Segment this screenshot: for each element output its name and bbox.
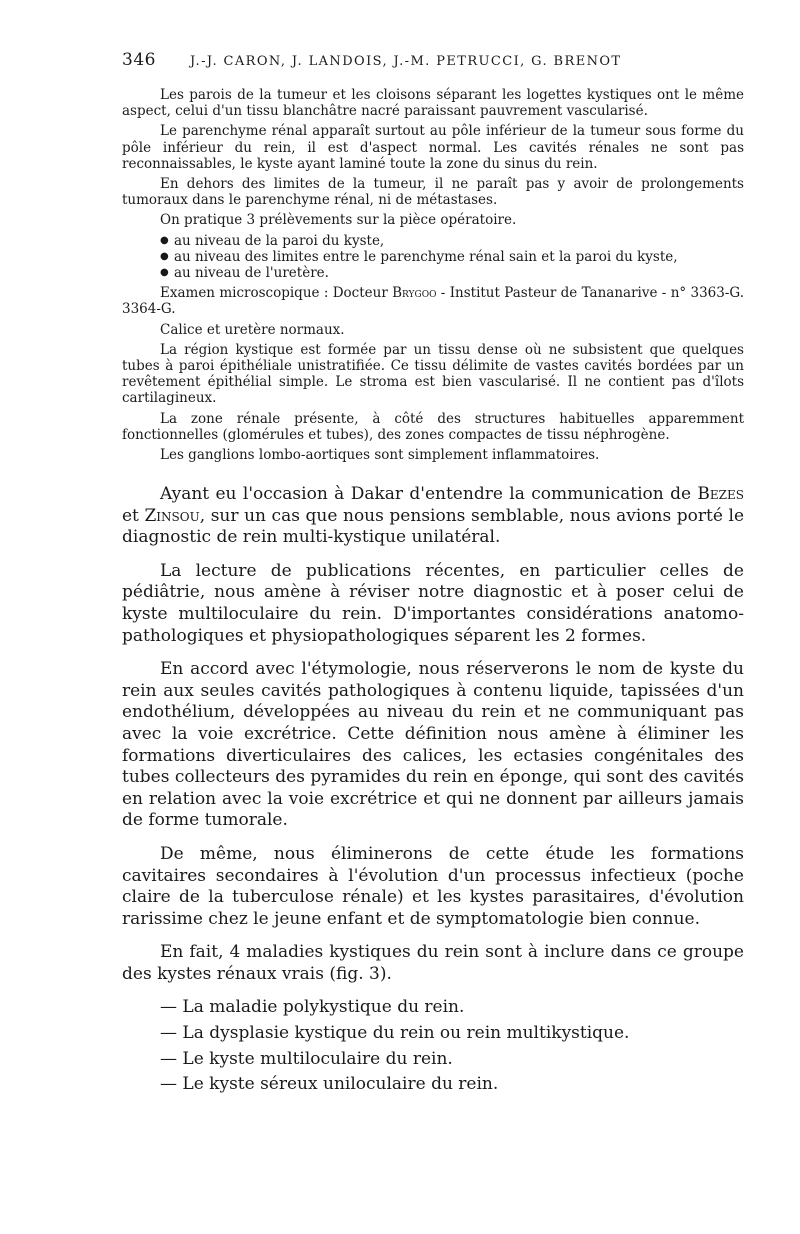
text-span: , sur un cas que nous pensions semblable, nous avions porté le diagnostic de rein multi-kystique unilatéral. <box>122 505 745 548</box>
paragraph-four-diseases: En fait, 4 maladies kystiques du rein sont à inclure dans ce groupe des kystes rénaux vrais (fig. 3). <box>122 942 744 984</box>
author-name-bezes: Bezes <box>697 484 744 504</box>
paragraph-walls: Les parois de la tumeur et les cloisons séparant les logettes kystiques ont le même aspect, celui d'un tissu blanchâtre nacré paraissant pauvrement vascularisé. <box>122 87 744 120</box>
running-head-authors: J.-J. CARON, J. LANDOIS, J.-M. PETRUCCI, G. BRENOT <box>189 54 622 69</box>
paragraph-samples: On pratique 3 prélèvements sur la pièce opératoire. <box>160 212 517 229</box>
text-span: et <box>122 505 145 526</box>
author-name-zinsou: Zinsou <box>144 505 200 526</box>
paragraph-parenchyma: Le parenchyme rénal apparaît surtout au pôle inférieur de la tumeur sous forme du pôle inférieur du rein, il est d'aspect normal. Les cavités rénales ne sont pas reconnaissables, le kyste ayant laminé toute la zone du sinus du rein. <box>122 123 744 172</box>
exam-suffix: - Institut Pasteur de Tananarive - n° 3363-G. 3364-G. <box>122 285 744 318</box>
list-item: ● au niveau de la paroi du kyste, <box>160 233 744 249</box>
paragraph-dakar <box>122 484 744 549</box>
list-item: ● au niveau des limites entre le parenchyme rénal sain et la paroi du kyste, <box>160 249 744 265</box>
paragraph-etymology: En accord avec l'étymologie, nous réserverons le nom de kyste du rein aux seules cavités pathologiques à contenu liquide, tapissées d'un endothélium, développées au niveau du rein et ne communiquant pas avec la voie excrétrice. Cette définition nous amène à éliminer les formations diverticulaires des calices, les ectasies congénitales des tubes collecteurs des pyramides du rein en éponge, qui sont des cavités en relation avec la voie excrétrice et qui ne donnent par ailleurs jamais de forme tumorale. <box>122 659 744 831</box>
samples-list <box>160 233 744 282</box>
list-item: — Le kyste multiloculaire du rein. <box>160 1048 453 1069</box>
diseases-list <box>122 997 744 1095</box>
exam-prefix: Examen microscopique : Docteur <box>160 285 393 302</box>
list-item: — La maladie polykystique du rein. <box>160 997 465 1018</box>
case-report-section <box>122 87 744 467</box>
paragraph-renal-zone: La zone rénale présente, à côté des structures habituelles apparemment fonctionnelles (glomérules et tubes), des zones compactes de tissu néphrogène. <box>122 410 744 443</box>
paragraph-calyx: Calice et uretère normaux. <box>160 321 345 338</box>
list-item: — Le kyste séreux uniloculaire du rein. <box>160 1074 499 1095</box>
page-number: 346 <box>122 50 156 70</box>
page-header <box>122 50 742 70</box>
paragraph-cystic-region: La région kystique est formée par un tissu dense où ne subsistent que quelques tubes à paroi épithéliale unistratifiée. Ce tissu délimite de vastes cavités bordées par un revêtement épithélial simple. Le stroma est bien vascularisé. Il ne contient pas d'îlots cartilagineux. <box>122 341 744 407</box>
text-span: Ayant eu l'occasion à Dakar d'entendre la communication de <box>160 484 698 504</box>
paragraph-ganglia: Les ganglions lombo-aortiques sont simplement inflammatoires. <box>160 447 600 464</box>
paragraph-publications: La lecture de publications récentes, en particulier celles de pédiâtrie, nous amène à réviser notre diagnostic et à poser celui de kyste multiloculaire du rein. D'importantes considérations anatomo-pathologiques et physiopathologiques séparent les 2 formes. <box>122 560 744 646</box>
paragraph-microscopic-exam <box>122 285 744 317</box>
discussion-section <box>122 484 744 1100</box>
list-item: — La dysplasie kystique du rein ou rein multikystique. <box>160 1023 630 1044</box>
paragraph-limits: En dehors des limites de la tumeur, il ne paraît pas y avoir de prolongements tumoraux dans le parenchyme rénal, ni de métastases. <box>122 176 744 209</box>
examiner-name: Brygoo <box>392 285 437 302</box>
list-item: ● au niveau de l'uretère. <box>160 265 744 281</box>
paragraph-exclusions: De même, nous éliminerons de cette étude les formations cavitaires secondaires à l'évolution d'un processus infectieux (poche claire de la tuberculose rénale) et les kystes parasitaires, d'évolution rarissime chez le jeune enfant et de symptomatologie bien connue. <box>122 843 744 929</box>
